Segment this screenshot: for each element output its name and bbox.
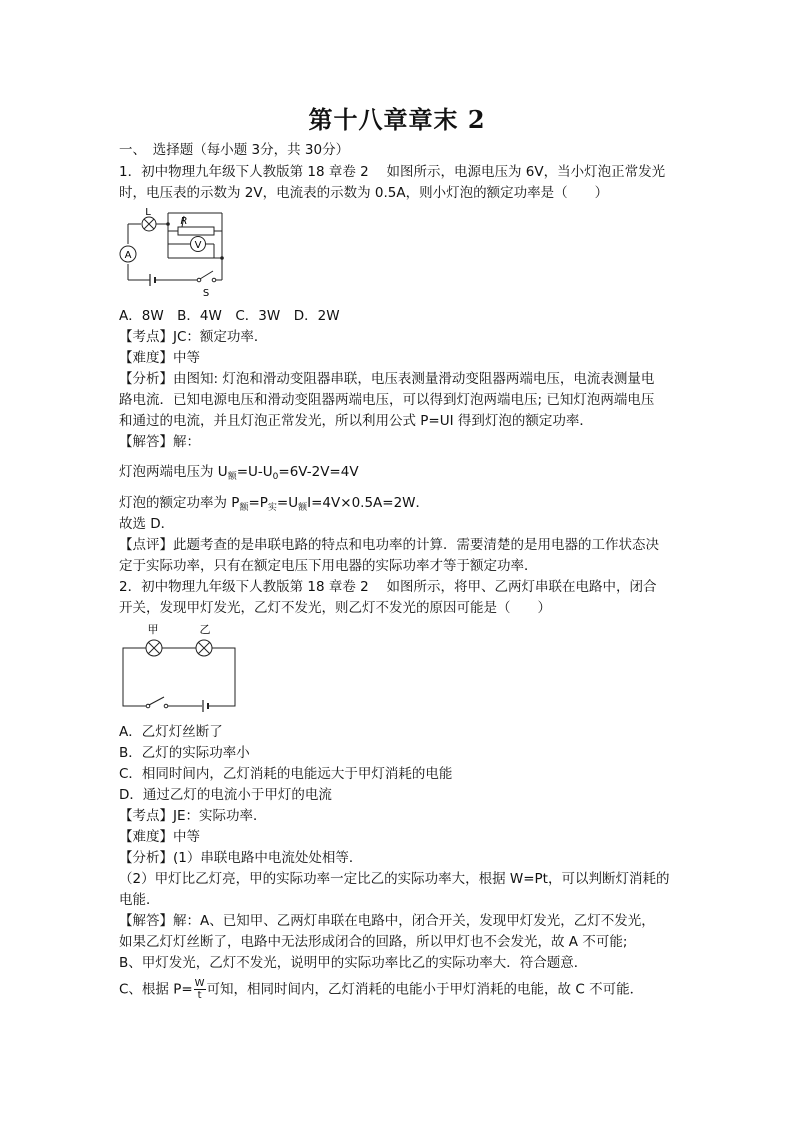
- q1-stem-line1: 1．初中物理九年级下人教版第 18 章卷 2 如图所示，电源电压为 6V，当小灯泡正常发光: [119, 164, 666, 180]
- page-title: 第十八章章末 2: [308, 105, 486, 134]
- q2-nandu: 【难度】中等: [119, 829, 200, 845]
- q1-options: A．8W B．4W C．3W D．2W: [119, 308, 340, 324]
- q2-option-c: C．相同时间内，乙灯消耗的电能远大于甲灯消耗的电能: [119, 766, 453, 782]
- q1-fenxi-line1: 【分析】由图知: 灯泡和滑动变阻器串联，电压表测量滑动变阻器两端电压，电流表测量电: [119, 371, 655, 387]
- q1-fenxi-line2: 路电流．已知电源电压和滑动变阻器两端电压，可以得到灯泡两端电压; 已知灯泡两端电压: [119, 392, 655, 408]
- q2-option-a: A．乙灯灯丝断了: [119, 724, 223, 740]
- section-heading: 一、 选择题（每小题 3分，共 30分）: [119, 142, 350, 158]
- q2-stem-line2: 开关，发现甲灯发光，乙灯不发光，则乙灯不发光的原因可能是（ ）: [119, 600, 551, 616]
- q2-kaodian: 【考点】JE：实际功率．: [119, 808, 267, 824]
- switch-label: S: [202, 288, 210, 299]
- q2-jieda-line3: B、甲灯发光，乙灯不发光，说明甲的实际功率比乙的实际功率大．符合题意．: [119, 955, 588, 971]
- lamp-l-label: L: [145, 208, 151, 218]
- lamp-jia-label: 甲: [147, 623, 159, 636]
- q1-dianping-line1: 【点评】此题考查的是串联电路的特点和电功率的计算．需要清楚的是用电器的工作状态决: [119, 537, 659, 553]
- q2-circuit-diagram: [118, 620, 242, 714]
- q2-jieda-line4: C、根据 P= $\frac{W}{t}$ 可知，相同时间内，乙灯消耗的电能小于甲灯消耗的电能，故 C 不可能．: [119, 978, 644, 1001]
- q1-dianping-line2: 定于实际功率，只有在额定电压下用电器的实际功率才等于额定功率．: [119, 558, 538, 574]
- q2-jieda-line1: 【解答】解：A、已知甲、乙两灯串联在电路中，闭合开关，发现甲灯发光，乙灯不发光，: [119, 913, 655, 929]
- q2-stem-line1: 2．初中物理九年级下人教版第 18 章卷 2 如图所示，将甲、乙两灯串联在电路中，闭合: [119, 579, 657, 595]
- lamp-yi-label: 乙: [199, 623, 211, 636]
- q2-jieda-line2: 如果乙灯灯丝断了，电路中无法形成闭合的回路，所以甲灯也不会发光，故 A 不可能;: [119, 934, 628, 950]
- q1-nandu: 【难度】中等: [119, 350, 200, 366]
- formula-fraction: $\frac{W}{t}$: [194, 978, 205, 1001]
- q1-jieda: 【解答】解：: [119, 434, 200, 450]
- q2-fenxi-line2: （2）甲灯比乙灯亮，甲的实际功率一定比乙的实际功率大，根据 W=Pt，可以判断灯消耗的: [119, 871, 670, 887]
- rheostat-label: R: [180, 216, 188, 227]
- q2-fenxi-line1: 【分析】(1）串联电路中电流处处相等．: [119, 850, 363, 866]
- q2-option-d: D．通过乙灯的电流小于甲灯的电流: [119, 787, 332, 803]
- rheostat-symbol: [178, 227, 214, 235]
- q1-circuit-diagram: [118, 208, 230, 300]
- q2-fenxi-line3: 电能．: [119, 892, 160, 908]
- ammeter-label: A: [124, 250, 132, 261]
- q1-solution-step2: 灯泡的额定功率为 $P_额=P_实=U_额I=4V\times 0.5A=2W$．: [119, 495, 430, 513]
- q1-solution-step1: 灯泡两端电压为 $U_额=U-U_0=6V-2V=4V$: [119, 464, 359, 482]
- q1-kaodian: 【考点】JC：额定功率．: [119, 329, 268, 345]
- q1-answer: 故选 D．: [119, 516, 175, 532]
- q1-stem-line2: 时，电压表的示数为 2V，电流表的示数为 0.5A，则小灯泡的额定功率是（ ）: [119, 185, 609, 201]
- q1-fenxi-line3: 和通过的电流，并且灯泡正常发光，所以利用公式 P=UI 得到灯泡的额定功率．: [119, 413, 593, 429]
- q2-option-b: B．乙灯的实际功率小: [119, 745, 250, 761]
- voltmeter-label: V: [194, 240, 202, 251]
